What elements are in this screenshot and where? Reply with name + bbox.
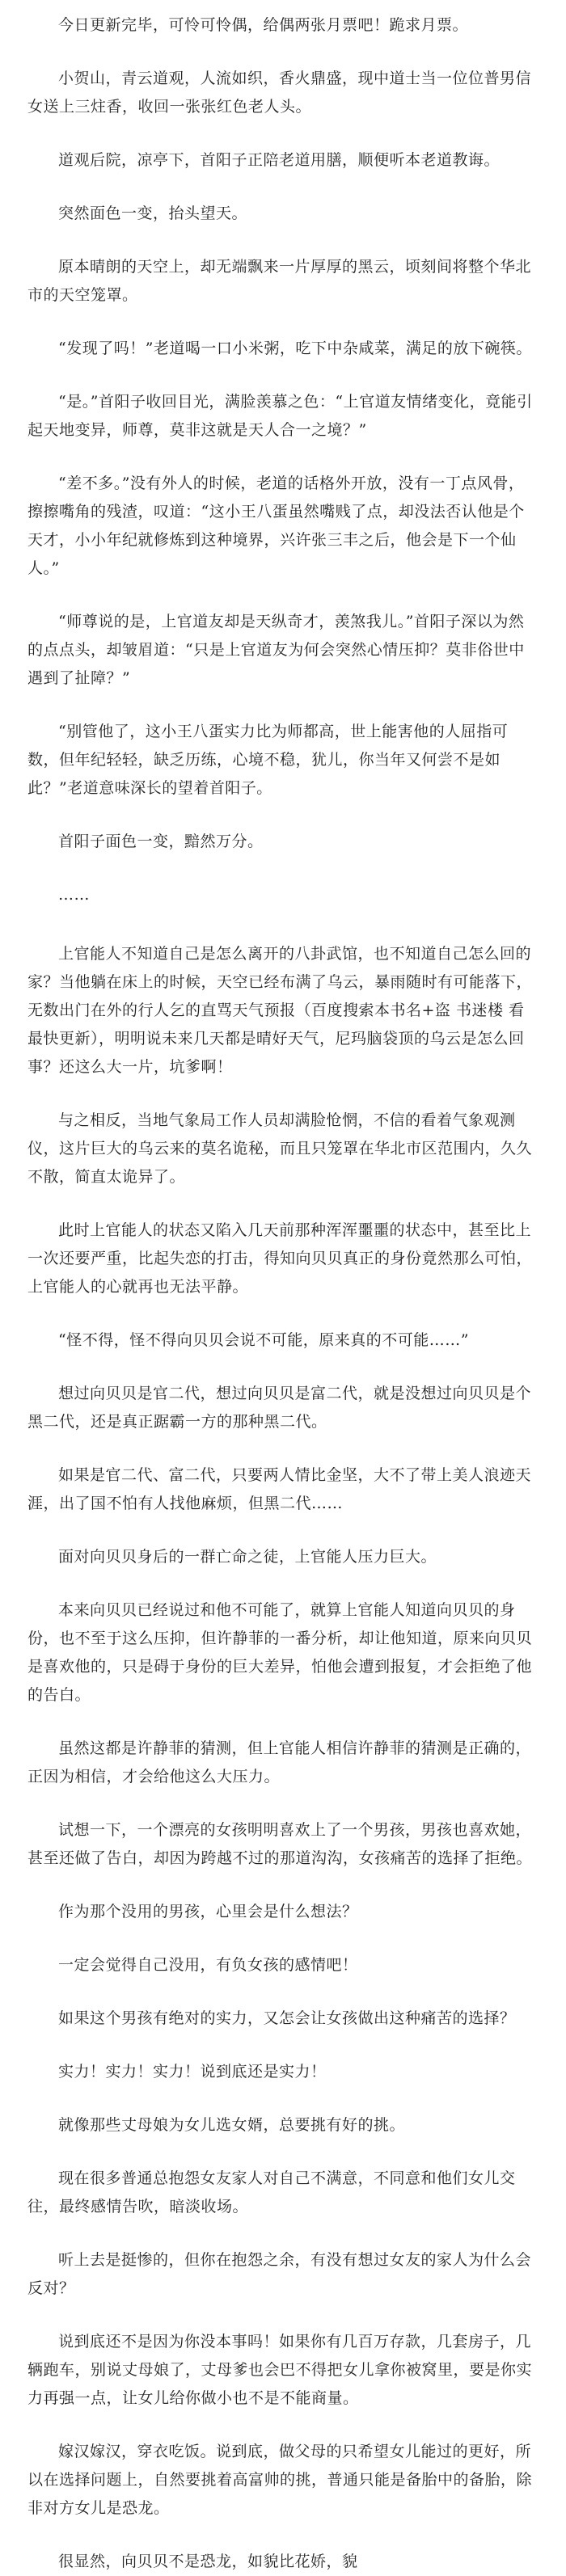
chapter-text [27,11,539,2576]
paragraph: 就像那些丈母娘为女儿选女婿，总要挑有好的挑。 [58,2116,406,2134]
paragraph: 试想一下，一个漂亮的女孩明明喜欢上了一个男孩，男孩也喜欢她，甚至还做了告白，却因为跨越不过的那道沟沟，女孩痛苦的选择了拒绝。 [27,1821,533,1867]
paragraph: “是。”首阳子收回目光，满脸羡慕之色：“上官道友情绪变化，竟能引起天地变异，师尊，莫非这就是天人合一之境？” [27,393,533,439]
paragraph: 一定会觉得自己没用，有负女孩的感情吧！ [58,1956,358,1974]
paragraph: “怪不得，怪不得向贝贝会说不可能，原来真的不可能……” [58,1331,469,1349]
paragraph: 小贺山，青云道观，人流如织，香火鼎盛，现中道士当一位位普男信女送上三炷香，收回一张张红色老人头。 [27,70,532,116]
paragraph: 如果这个男孩有绝对的实力，又怎会让女孩做出这种痛苦的选择？ [58,2009,516,2027]
paragraph: 嫁汉嫁汉，穿衣吃饭。说到底，做父母的只希望女儿能过的更好，所以在选择问题上，自然要挑着高富帅的挑，普通只能是备胎中的备胎，除非对方女儿是恐龙。 [27,2443,533,2517]
paragraph: 上官能人不知道自己是怎么离开的八卦武馆，也不知道自己怎么回的家？当他躺在床上的时候，天空已经布满了乌云，暴雨随时有可能落下，无数出门在外的行人乞的直骂天气预报（百度搜索本书名+盗 书迷楼 看最快更新），明明说未来几天都是晴好天气，尼玛脑袋顶的乌云是怎么回事？还这么大一片，坑爹啊！ [27,945,533,1076]
paragraph: 虽然这都是许静菲的猜测，但上官能人相信许静菲的猜测是正确的，正因为相信，才会给他这么大压力。 [27,1739,532,1785]
paragraph: 道观后院，凉亭下，首阳子正陪老道用膳，顺便听本老道教诲。 [58,151,501,169]
paragraph: “师尊说的是，上官道友却是天纵奇才，羡煞我儿。”首阳子深以为然的点点头，却皱眉道：“只是上官道友为何会突然心情压抑？莫非俗世中遇到了扯障？” [27,613,525,687]
paragraph: 首阳子面色一变，黯然万分。 [58,833,264,850]
paragraph: 作为那个没用的男孩，心里会是什么想法？ [58,1903,358,1920]
paragraph: 与之相反，当地气象局工作人员却满脸怆惘，不信的看着气象观测仪，这片巨大的乌云来的莫名诡秘，而且只笼罩在华北市区范围内，久久不散，简直太诡异了。 [27,1111,533,1186]
paragraph: 本来向贝贝已经说过和他不可能了，就算上官能人知道向贝贝的身份，也不至于这么压抑，但许静菲的一番分析，却让他知道，原来向贝贝是喜欢他的，只是碍于身份的巨大差异，怕他会遭到报复，才会拒绝了他的告白。 [27,1601,533,1704]
paragraph: “别管他了，这小王八蛋实力比为师都高，世上能害他的人屈指可数，但年纪轻轻，缺乏历练，心境不稳，犹儿，你当年又何尝不是如此？”老道意味深长的望着首阳子。 [27,723,509,797]
paragraph: 今日更新完毕，可怜可怜偶，给偶两张月票吧！跪求月票。 [58,16,469,34]
paragraph: 听上去是挺惨的，但你在抱怨之余，有没有想过女友的家人为什么会反对？ [27,2251,532,2297]
paragraph: 很显然，向贝贝不是恐龙，如貌比花娇，貌 [58,2553,358,2570]
paragraph: 实力！实力！实力！说到底还是实力！ [58,2063,327,2081]
paragraph: “发现了吗！”老道喝一口小米粥，吃下中杂咸菜，满足的放下碗筷。 [58,339,532,357]
paragraph: “差不多。”没有外人的时候，老道的话格外开放，没有一丁点风骨，擦擦嘴角的残渣，叹道：“这小王八蛋虽然嘴贱了点，却没法否认他是个天才，小小年纪就修炼到这种境界，兴许张三丰之后，他会是下一个仙人。” [27,474,525,577]
paragraph: 面对向贝贝身后的一群亡命之徒，上官能人压力巨大。 [58,1548,437,1566]
paragraph: 此时上官能人的状态又陷入几天前那种浑浑噩噩的状态中，甚至比上一次还要严重，比起失恋的打击，得知向贝贝真正的身份竟然那么可怕，上官能人的心就再也无法平静。 [27,1221,533,1296]
paragraph: 突然面色一变，抬头望天。 [58,204,248,222]
paragraph: 现在很多普通总抱怨女友家人对自己不满意，不同意和他们女儿交往，最终感情告吹，暗淡收场。 [27,2169,516,2216]
paragraph: 想过向贝贝是官二代，想过向贝贝是富二代，就是没想过向贝贝是个黑二代，还是真正踞霸一方的那种黑二代。 [27,1385,532,1431]
paragraph: 原本晴朗的天空上，却无端飘来一片厚厚的黑云，顷刻间将整个华北市的天空笼罩。 [27,258,532,304]
paragraph: 说到底还不是因为你没本事吗！如果你有几百万存款，几套房子，几辆跑车，别说丈母娘了，丈母爹也会巴不得把女儿拿你被窝里，要是你实力再强一点，让女儿给你做小也不是不能商量。 [27,2333,533,2407]
scene-break-ellipsis: …… [58,886,90,904]
paragraph: 如果是官二代、富二代，只要两人情比金坚，大不了带上美人浪迹天涯，出了国不怕有人找他麻烦，但黑二代…… [27,1466,532,1512]
